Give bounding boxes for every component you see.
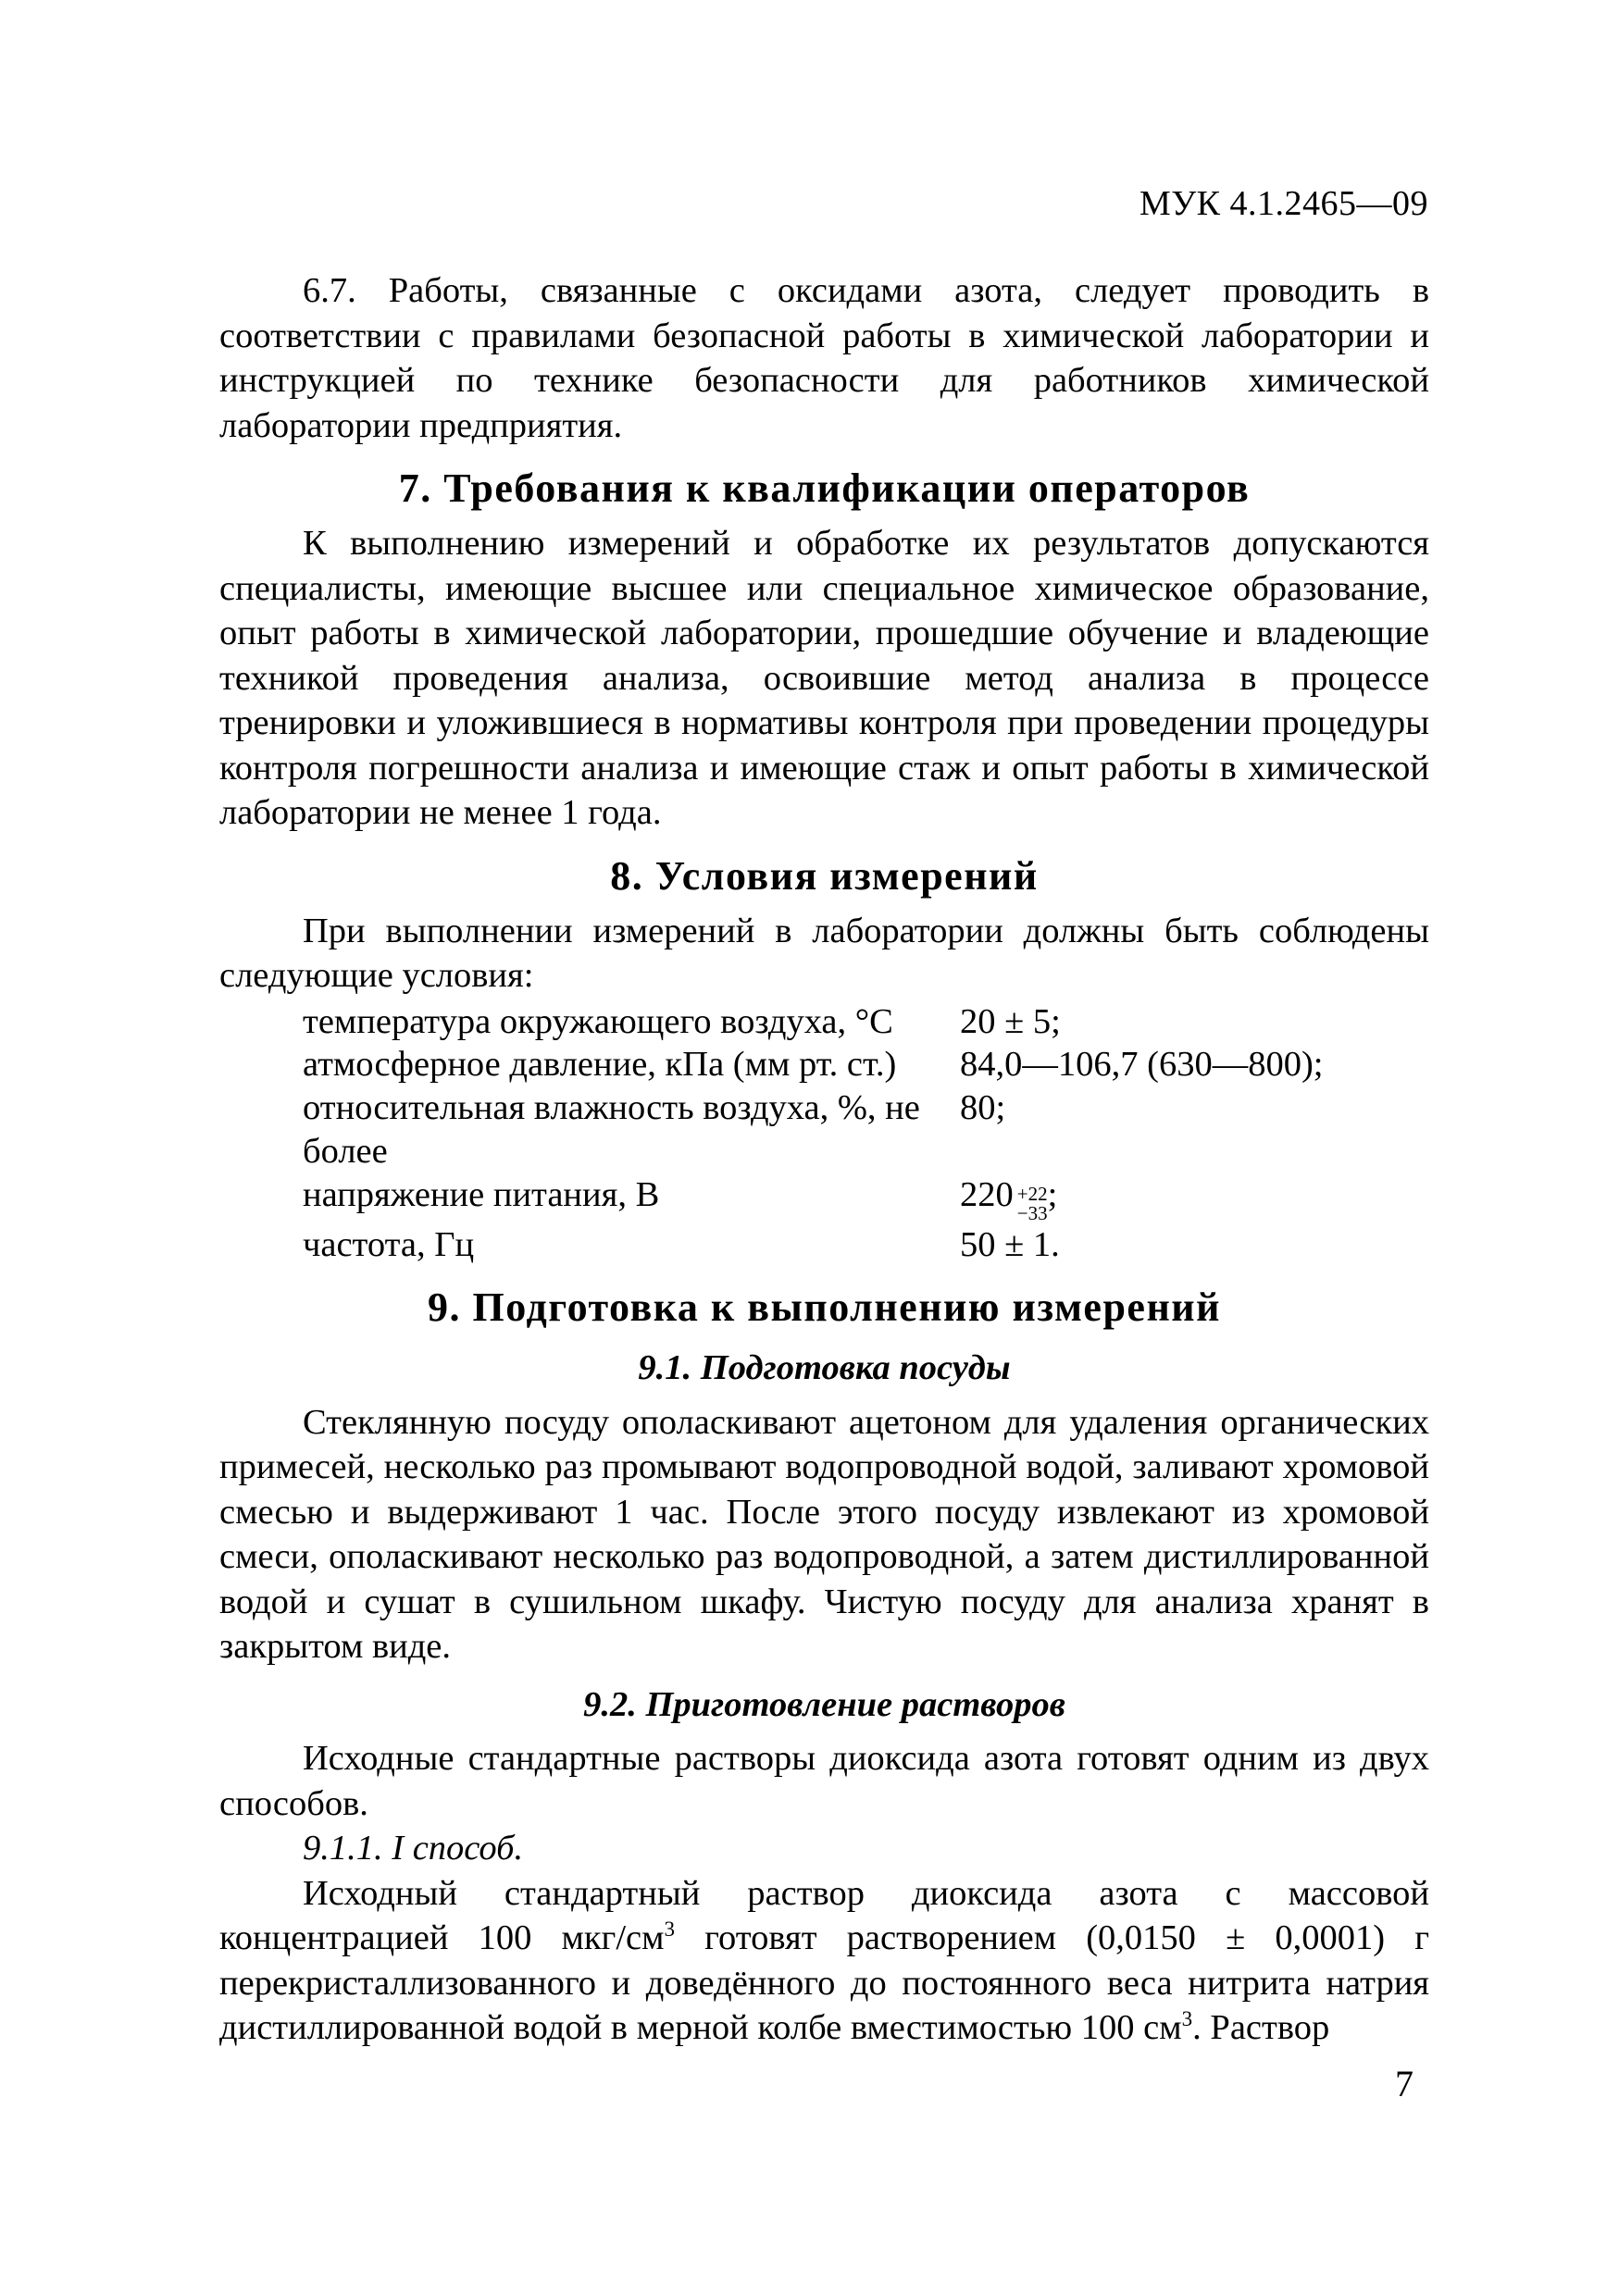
condition-label: частота, Гц — [303, 1225, 475, 1265]
condition-row — [219, 1086, 1429, 1173]
method-1-part-1: Исходный стандартный раствор диоксида азота с массовой концентрацией 100 мкг/см — [219, 1873, 1429, 1958]
condition-label: напряжение питания, В — [303, 1175, 660, 1215]
subsection-9-2-title: 9.2. Приготовление растворов — [583, 1684, 1065, 1724]
method-1-title: 9.1.1. I способ. — [303, 1829, 524, 1868]
tolerance-minus: −33 — [1016, 1202, 1048, 1225]
page-content — [219, 268, 1429, 2051]
superscript: 3 — [664, 1917, 676, 1942]
method-1-part-3: . Раствор — [1192, 2008, 1330, 2048]
section-9-title: 9. Подготовка к выполнению измерений — [428, 1285, 1221, 1331]
condition-value — [960, 1173, 1057, 1223]
section-7-title: 7. Требования к квалификации операторов — [398, 465, 1251, 511]
section-8-intro: При выполнении измерений в лаборатории должны быть соблюдены следующие условия: — [219, 911, 1429, 995]
superscript: 3 — [1181, 2006, 1193, 2031]
condition-row — [219, 1043, 1429, 1086]
section-7-text: К выполнению измерений и обработке их результатов допускаются специалисты, имеющие высшее или специальное химическое образование, опыт работы в химической лаборатории, прошедшие обучение и владеющие техникой проведения анализа, освоившие метод анализа в процессе тренировки и уложившиеся в нормативы контроля при проведении процедуры контроля погрешности анализа и имеющие стаж и опыт работы в химической лаборатории не менее 1 года. — [219, 524, 1429, 832]
paragraph-6-7: 6.7. Работы, связанные с оксидами азота, следует проводить в соответствии с правилами безопасной работы в химической лаборатории и инструкцией по технике безопасности для работников химической лаборатории предприятия. — [219, 271, 1429, 445]
page-number: 7 — [1395, 2063, 1414, 2104]
condition-value: 20 ± 5; — [960, 1001, 1061, 1041]
subsection-9-1-title: 9.1. Подготовка посуды — [638, 1348, 1011, 1388]
condition-label: относительная влажность воздуха, %, не более — [303, 1088, 920, 1172]
condition-value: 84,0—106,7 (630—800); — [960, 1045, 1324, 1085]
subsection-9-1-text: Стеклянную посуду ополаскивают ацетоном для удаления органических примесей, несколько раз промывают водопроводной водой, заливают хромовой смесью и выдерживают 1 час. После этого посуду извлекают из хромовой смеси, ополаскивают несколько раз водопроводной, а затем дистиллированной водой и сушат в сушильном шкафу. Чистую посуду для анализа хранят в закрытом виде. — [219, 1402, 1429, 1667]
voltage-tolerance — [1017, 1185, 1048, 1223]
condition-row — [219, 1173, 1429, 1223]
condition-value: 50 ± 1. — [960, 1225, 1060, 1265]
condition-label: атмосферное давление, кПа (мм рт. ст.) — [303, 1045, 897, 1085]
tolerance-plus: +22 — [1016, 1183, 1048, 1206]
condition-label: температура окружающего воздуха, °С — [303, 1001, 893, 1041]
document-id-header: МУК 4.1.2465—09 — [1139, 184, 1428, 223]
condition-value: 80; — [960, 1088, 1006, 1128]
method-1-part-2: готовят растворением (0,0150 ± 0,0001) г перекристаллизованного и доведённого до постоянного веса нитрита натрия дистиллированной водой в мерной колбе вместимостью 100 см — [219, 1918, 1429, 2048]
method-1-text — [219, 1871, 1429, 2051]
subsection-9-2-text: Исходные стандартные растворы диоксида азота готовят одним из двух способов. — [219, 1739, 1429, 1823]
condition-row — [219, 1223, 1429, 1267]
conditions-list — [219, 1000, 1429, 1268]
voltage-tail: ; — [1047, 1175, 1058, 1215]
voltage-nominal: 220 — [960, 1175, 1014, 1215]
section-8-title: 8. Условия измерений — [610, 852, 1039, 899]
condition-row — [219, 1000, 1429, 1044]
